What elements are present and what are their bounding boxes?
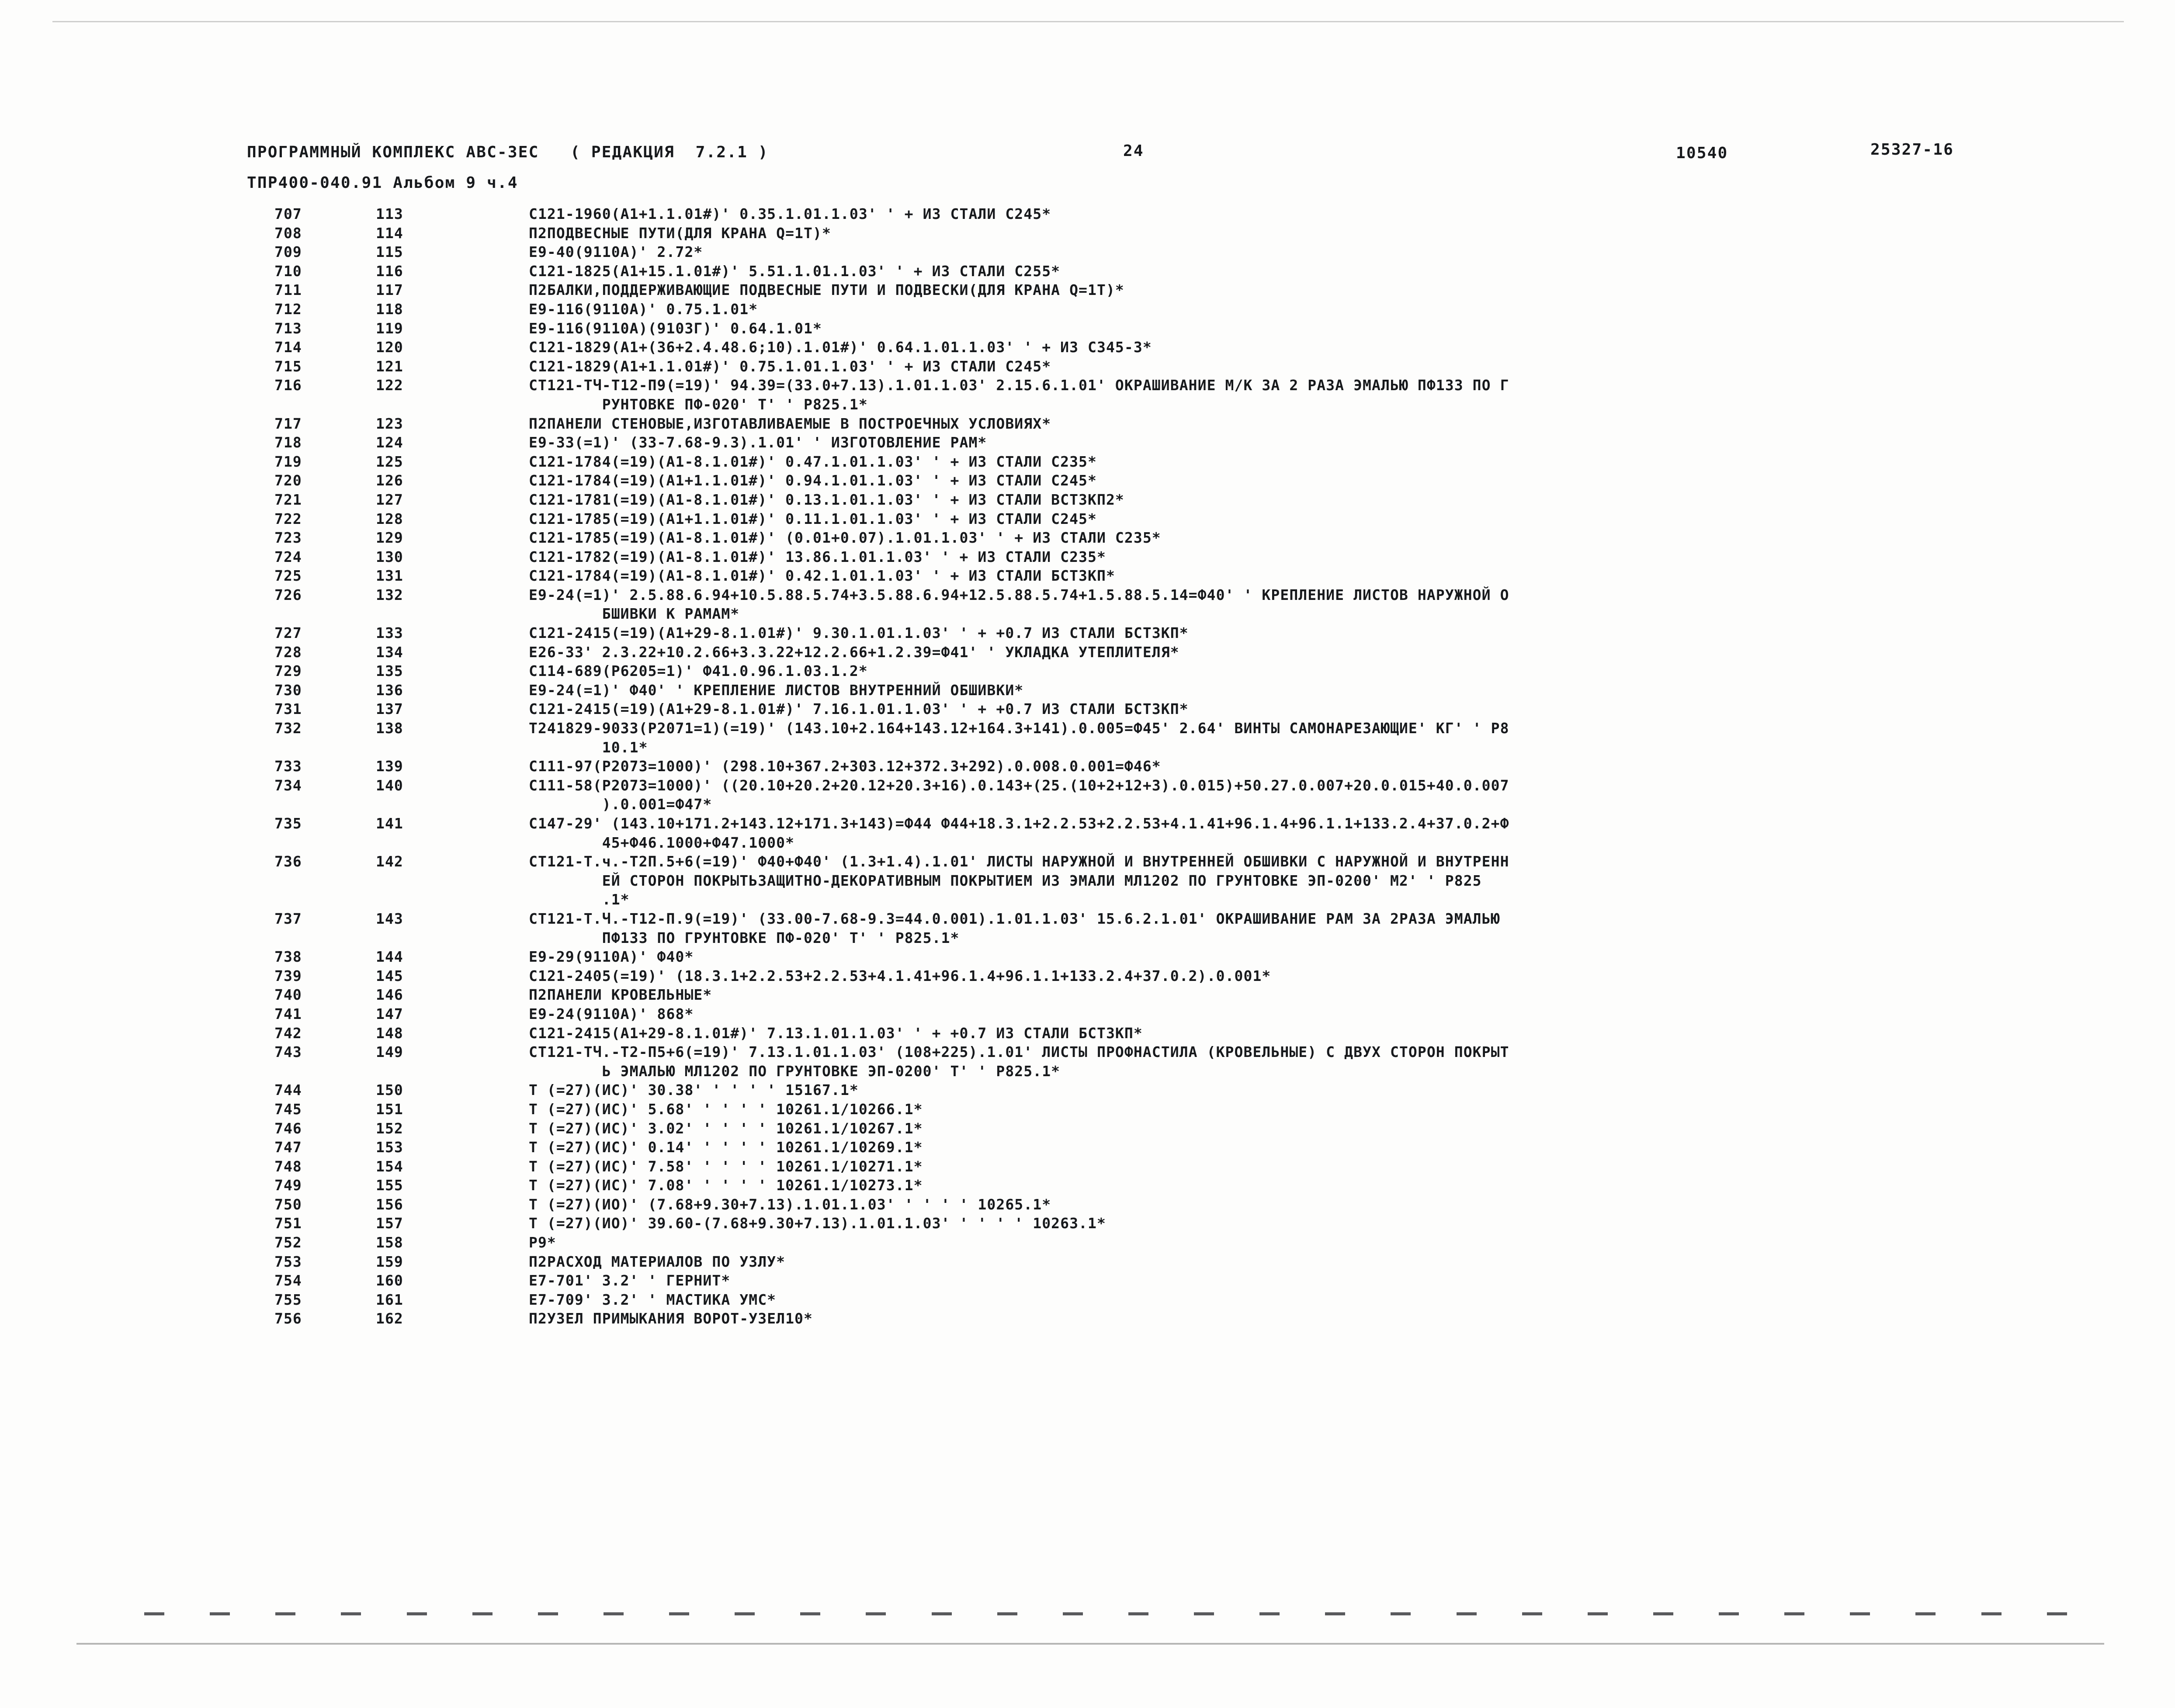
row-text: Т (=27)(ИС)' 7.08' ' ' ' ' 10261.1/10273.1* [529,1177,923,1194]
row-text: Е26-33' 2.3.22+10.2.66+3.3.22+12.2.66+1.2.39=Ф41' ' УКЛАДКА УТЕПЛИТЕЛЯ* [529,643,1179,661]
listing-row [0,434,2175,453]
row-sequence: 721 [274,491,302,508]
row-text: РУНТОВКЕ ПФ-020' Т' ' Р825.1* [529,395,868,413]
listing-row [0,225,2175,244]
listing-row [0,1291,2175,1310]
row-number: 124 [376,434,403,451]
listing-row [0,243,2175,263]
listing-row [0,1253,2175,1272]
row-text: Е9-29(9110А)' Ф40* [529,948,694,966]
listing-row [0,1234,2175,1253]
listing-row [0,1196,2175,1215]
row-number: 126 [376,472,403,489]
row-text: С111-58(Р2073=1000)' ((20.10+20.2+20.12+20.3+16).0.143+(25.(10+2+12+3).0.015)+50.27.0.007+20.0.015+40.0.007 [529,776,1509,794]
row-text: С121-1825(А1+15.1.01#)' 5.51.1.01.1.03' ' + ИЗ СТАЛИ С255* [529,262,1061,280]
row-text: С121-1960(А1+1.1.01#)' 0.35.1.01.1.03' ' + ИЗ СТАЛИ С245* [529,205,1051,222]
row-sequence: 749 [274,1177,302,1194]
listing-row [0,1177,2175,1196]
row-text: ЕЙ СТОРОН ПОКРЫТЬЗАЩИТНО-ДЕКОРАТИВНЫМ ПОКРЫТИЕМ ИЗ ЭМАЛИ МЛ1202 ПО ГРУНТОВКЕ ЭП-0200' М2' ' Р825 [529,872,1482,889]
row-number: 144 [376,948,403,966]
row-number: 119 [376,319,403,337]
listing-row-continuation [0,872,2175,891]
listing-row [0,662,2175,682]
row-sequence: 737 [274,910,302,927]
row-number: 135 [376,662,403,680]
row-sequence: 748 [274,1157,302,1175]
listing-row [0,377,2175,396]
listing-row [0,948,2175,967]
row-number: 114 [376,224,403,242]
row-sequence: 713 [274,319,302,337]
row-number: 149 [376,1043,403,1061]
row-number: 137 [376,700,403,718]
row-sequence: 734 [274,776,302,794]
listing-row [0,1215,2175,1234]
listing-row [0,1158,2175,1177]
row-number: 116 [376,262,403,280]
row-text: С121-1781(=19)(А1-8.1.01#)' 0.13.1.01.1.03' ' + ИЗ СТАЛИ ВСТ3КП2* [529,491,1124,508]
row-number: 128 [376,510,403,527]
row-text: С121-1829(А1+1.1.01#)' 0.75.1.01.1.03' ' + ИЗ СТАЛИ С245* [529,357,1051,375]
row-sequence: 720 [274,472,302,489]
listing-row [0,301,2175,320]
header-code-right: 25327-16 [1870,141,1954,159]
row-sequence: 755 [274,1291,302,1308]
row-number: 127 [376,491,403,508]
row-text: Т241829-9033(Р2071=1)(=19)' (143.10+2.164+143.12+164.3+141).0.005=Ф45' 2.64' ВИНТЫ САМОНАРЕЗАЮЩИЕ' КГ' ' Р8 [529,720,1509,737]
row-text: Т (=27)(ИС)' 30.38' ' ' ' ' 15167.1* [529,1081,859,1099]
row-number: 150 [376,1081,403,1099]
row-sequence: 726 [274,586,302,603]
row-text: Е9-116(9110А)' 0.75.1.01* [529,300,758,318]
header-code-left: 10540 [1676,144,1728,162]
row-number: 148 [376,1024,403,1042]
listing-table [0,205,2175,1329]
row-number: 157 [376,1215,403,1232]
row-text: Е9-24(=1)' Ф40' ' КРЕПЛЕНИЕ ЛИСТОВ ВНУТРЕННИЙ ОБШИВКИ* [529,681,1024,699]
row-text: БШИВКИ К РАМАМ* [529,605,740,623]
row-number: 129 [376,529,403,547]
row-number: 152 [376,1119,403,1137]
row-sequence: 711 [274,281,302,299]
row-sequence: 743 [274,1043,302,1061]
row-number: 132 [376,586,403,603]
listing-row [0,567,2175,586]
listing-row [0,758,2175,777]
row-number: 141 [376,815,403,832]
row-text: Т (=27)(ИС)' 7.58' ' ' ' ' 10261.1/10271.1* [529,1157,923,1175]
row-text: СТ121-Т.ч.-Т2П.5+6(=19)' Ф40+Ф40' (1.3+1.4).1.01' ЛИСТЫ НАРУЖНОЙ И ВНУТРЕННЕЙ ОБШИВКИ С НАРУЖНОЙ И ВНУТРЕНН [529,853,1509,870]
row-text: Е9-24(9110А)' 868* [529,1005,694,1022]
listing-row-continuation [0,834,2175,853]
listing-row [0,453,2175,472]
listing-row [0,1120,2175,1139]
row-text: П2ПАНЕЛИ СТЕНОВЫЕ,ИЗГОТАВЛИВАЕМЫЕ В ПОСТРОЕЧНЫХ УСЛОВИЯХ* [529,415,1051,432]
row-text: Е9-40(9110А)' 2.72* [529,243,703,261]
row-text: Е9-116(9110А)(9103Г)' 0.64.1.01* [529,319,822,337]
row-text: .1* [529,891,630,908]
row-sequence: 707 [274,205,302,222]
row-number: 145 [376,967,403,984]
row-sequence: 731 [274,700,302,718]
row-number: 142 [376,853,403,870]
bottom-rule [76,1643,2104,1645]
row-number: 118 [376,300,403,318]
listing-row [0,1043,2175,1063]
row-number: 153 [376,1139,403,1156]
row-sequence: 738 [274,948,302,966]
row-sequence: 710 [274,262,302,280]
listing-row [0,415,2175,434]
row-text: Т (=27)(ИО)' 39.60-(7.68+9.30+7.13).1.01.1.03' ' ' ' ' 10263.1* [529,1215,1106,1232]
row-sequence: 716 [274,377,302,394]
listing-row [0,491,2175,510]
row-sequence: 717 [274,415,302,432]
row-sequence: 727 [274,624,302,642]
row-number: 121 [376,357,403,375]
row-text: С121-1829(А1+(36+2.4.48.6;10).1.01#)' 0.64.1.01.1.03' ' + ИЗ С345-3* [529,339,1152,356]
row-text: ПФ133 ПО ГРУНТОВКЕ ПФ-020' Т' ' Р825.1* [529,929,960,946]
listing-row-continuation [0,891,2175,910]
row-text: Ь ЭМАЛЬЮ МЛ1202 ПО ГРУНТОВКЕ ЭП-0200' Т' ' Р825.1* [529,1062,1061,1080]
row-sequence: 741 [274,1005,302,1022]
row-sequence: 725 [274,567,302,585]
header-subtitle: ТПР400-040.91 Альбом 9 ч.4 [247,174,518,192]
row-text: Т (=27)(ИО)' (7.68+9.30+7.13).1.01.1.03' ' ' ' ' 10265.1* [529,1195,1051,1213]
row-number: 115 [376,243,403,261]
listing-row [0,358,2175,377]
row-text: С121-2415(=19)(А1+29-8.1.01#)' 9.30.1.01.1.03' ' + +0.7 ИЗ СТАЛИ БСТ3КП* [529,624,1189,642]
row-number: 120 [376,339,403,356]
listing-row [0,1081,2175,1101]
row-sequence: 736 [274,853,302,870]
row-number: 130 [376,548,403,565]
top-rule [52,21,2124,22]
row-number: 123 [376,415,403,432]
listing-row [0,548,2175,568]
row-text: Т (=27)(ИС)' 3.02' ' ' ' ' 10261.1/10267.1* [529,1119,923,1137]
row-number: 113 [376,205,403,222]
row-text: П2ПАНЕЛИ КРОВЕЛЬНЫЕ* [529,986,712,1004]
row-text: СТ121-Т.Ч.-Т12-П.9(=19)' (33.00-7.68-9.3=44.0.001).1.01.1.03' 15.6.2.1.01' ОКРАШИВАНИЕ РАМ ЗА 2РАЗА ЭМАЛЬЮ [529,910,1500,927]
row-sequence: 708 [274,224,302,242]
row-text: Е9-24(=1)' 2.5.88.6.94+10.5.88.5.74+3.5.88.6.94+12.5.88.5.74+1.5.88.5.14=Ф40' ' КРЕПЛЕНИЕ ЛИСТОВ НАРУЖНОЙ О [529,586,1509,603]
row-text: СТ121-ТЧ-Т12-П9(=19)' 94.39=(33.0+7.13).1.01.1.03' 2.15.6.1.01' ОКРАШИВАНИЕ М/К ЗА 2 РАЗА ЭМАЛЬЮ ПФ133 ПО Г [529,377,1509,394]
row-sequence: 714 [274,339,302,356]
row-sequence: 718 [274,434,302,451]
row-number: 160 [376,1272,403,1289]
row-number: 117 [376,281,403,299]
row-sequence: 745 [274,1100,302,1118]
row-sequence: 747 [274,1139,302,1156]
listing-row [0,1101,2175,1120]
listing-row [0,472,2175,491]
row-text: С121-2405(=19)' (18.3.1+2.2.53+2.2.53+4.1.41+96.1.4+96.1.1+133.2.4+37.0.2).0.001* [529,967,1271,984]
row-text: С147-29' (143.10+171.2+143.12+171.3+143)=Ф44 Ф44+18.3.1+2.2.53+2.2.53+4.1.41+96.1.4+96.1.1+133.2.4+37.0.2+Ф [529,815,1509,832]
row-sequence: 729 [274,662,302,680]
row-number: 139 [376,758,403,775]
row-sequence: 750 [274,1195,302,1213]
row-sequence: 723 [274,529,302,547]
row-number: 136 [376,681,403,699]
row-number: 133 [376,624,403,642]
listing-row [0,586,2175,606]
row-number: 155 [376,1177,403,1194]
row-sequence: 752 [274,1234,302,1251]
listing-row [0,682,2175,701]
listing-row [0,205,2175,225]
listing-row-continuation [0,796,2175,815]
row-text: П2БАЛКИ,ПОДДЕРЖИВАЮЩИЕ ПОДВЕСНЫЕ ПУТИ И ПОДВЕСКИ(ДЛЯ КРАНА Q=1Т)* [529,281,1124,299]
row-sequence: 715 [274,357,302,375]
row-sequence: 709 [274,243,302,261]
row-text: СТ121-ТЧ.-Т2-П5+6(=19)' 7.13.1.01.1.03' (108+225).1.01' ЛИСТЫ ПРОФНАСТИЛА (КРОВЕЛЬНЫЕ) С ДВУХ СТОРОН ПОКРЫТ [529,1043,1509,1061]
dashed-separator [144,1612,2067,1618]
row-text: П2УЗЕЛ ПРИМЫКАНИЯ ВОРОТ-УЗЕЛ10* [529,1310,813,1327]
row-sequence: 733 [274,758,302,775]
row-number: 158 [376,1234,403,1251]
row-number: 154 [376,1157,403,1175]
listing-row [0,853,2175,872]
row-text: С121-2415(=19)(А1+29-8.1.01#)' 7.16.1.01.1.03' ' + +0.7 ИЗ СТАЛИ БСТ3КП* [529,700,1189,718]
row-number: 151 [376,1100,403,1118]
row-text: С121-1784(=19)(А1-8.1.01#)' 0.47.1.01.1.03' ' + ИЗ СТАЛИ С235* [529,453,1097,470]
listing-row [0,777,2175,796]
row-sequence: 730 [274,681,302,699]
row-text: С111-97(Р2073=1000)' (298.10+367.2+303.12+372.3+292).0.008.0.001=Ф46* [529,758,1161,775]
row-sequence: 753 [274,1253,302,1270]
row-sequence: 751 [274,1215,302,1232]
listing-row [0,1139,2175,1158]
row-sequence: 724 [274,548,302,565]
row-text: ).0.001=Ф47* [529,796,712,813]
row-sequence: 719 [274,453,302,470]
listing-row [0,263,2175,282]
header-page-number: 24 [1123,142,1144,160]
listing-row [0,815,2175,834]
row-number: 162 [376,1310,403,1327]
row-sequence: 739 [274,967,302,984]
row-text: С121-2415(А1+29-8.1.01#)' 7.13.1.01.1.03' ' + +0.7 ИЗ СТАЛИ БСТ3КП* [529,1024,1143,1042]
listing-row [0,1272,2175,1291]
listing-row [0,986,2175,1005]
row-text: Т (=27)(ИС)' 0.14' ' ' ' ' 10261.1/10269.1* [529,1139,923,1156]
row-text: С114-689(Р6205=1)' Ф41.0.96.1.03.1.2* [529,662,868,680]
row-number: 138 [376,720,403,737]
listing-row-continuation [0,929,2175,949]
listing-row [0,320,2175,339]
row-sequence: 742 [274,1024,302,1042]
row-number: 140 [376,776,403,794]
header-program-title: ПРОГРАММНЫЙ КОМПЛЕКС АВС-3ЕС ( РЕДАКЦИЯ 7.2.1 ) [247,143,769,161]
row-sequence: 712 [274,300,302,318]
row-number: 147 [376,1005,403,1022]
row-text: С121-1782(=19)(А1-8.1.01#)' 13.86.1.01.1.03' ' + ИЗ СТАЛИ С235* [529,548,1106,565]
row-sequence: 740 [274,986,302,1004]
row-number: 156 [376,1195,403,1213]
row-text: Е9-33(=1)' (33-7.68-9.3).1.01' ' ИЗГОТОВЛЕНИЕ РАМ* [529,434,987,451]
listing-row [0,644,2175,663]
row-number: 143 [376,910,403,927]
listing-row-continuation [0,396,2175,415]
row-text: 10.1* [529,738,648,756]
row-text: Т (=27)(ИС)' 5.68' ' ' ' ' 10261.1/10266.1* [529,1100,923,1118]
row-text: 45+Ф46.1000+Ф47.1000* [529,834,795,851]
row-text: С121-1784(=19)(А1-8.1.01#)' 0.42.1.01.1.03' ' + ИЗ СТАЛИ БСТ3КП* [529,567,1115,585]
row-number: 122 [376,377,403,394]
listing-row [0,281,2175,301]
row-sequence: 756 [274,1310,302,1327]
row-number: 131 [376,567,403,585]
listing-row [0,1005,2175,1025]
listing-row [0,624,2175,644]
row-text: Р9* [529,1234,556,1251]
row-sequence: 754 [274,1272,302,1289]
listing-row [0,910,2175,929]
row-text: Е7-701' 3.2' ' ГЕРНИТ* [529,1272,731,1289]
row-sequence: 732 [274,720,302,737]
row-number: 134 [376,643,403,661]
listing-row [0,1025,2175,1044]
listing-row-continuation [0,739,2175,758]
listing-row [0,967,2175,987]
listing-row-continuation [0,605,2175,624]
row-text: С121-1785(=19)(А1+1.1.01#)' 0.11.1.01.1.03' ' + ИЗ СТАЛИ С245* [529,510,1097,527]
row-sequence: 735 [274,815,302,832]
row-number: 161 [376,1291,403,1308]
row-text: Е7-709' 3.2' ' МАСТИКА УМС* [529,1291,777,1308]
row-text: С121-1784(=19)(А1+1.1.01#)' 0.94.1.01.1.03' ' + ИЗ СТАЛИ С245* [529,472,1097,489]
row-number: 125 [376,453,403,470]
row-text: П2РАСХОД МАТЕРИАЛОВ ПО УЗЛУ* [529,1253,786,1270]
listing-row [0,1310,2175,1329]
row-sequence: 722 [274,510,302,527]
row-number: 146 [376,986,403,1004]
row-text: П2ПОДВЕСНЫЕ ПУТИ(ДЛЯ КРАНА Q=1Т)* [529,224,831,242]
listing-row-continuation [0,1063,2175,1082]
listing-row [0,700,2175,720]
listing-row [0,339,2175,358]
row-sequence: 728 [274,643,302,661]
listing-row [0,720,2175,739]
row-text: С121-1785(=19)(А1-8.1.01#)' (0.01+0.07).1.01.1.03' ' + ИЗ СТАЛИ С235* [529,529,1161,547]
listing-row [0,510,2175,530]
listing-row [0,529,2175,548]
row-sequence: 746 [274,1119,302,1137]
row-number: 159 [376,1253,403,1270]
row-sequence: 744 [274,1081,302,1099]
